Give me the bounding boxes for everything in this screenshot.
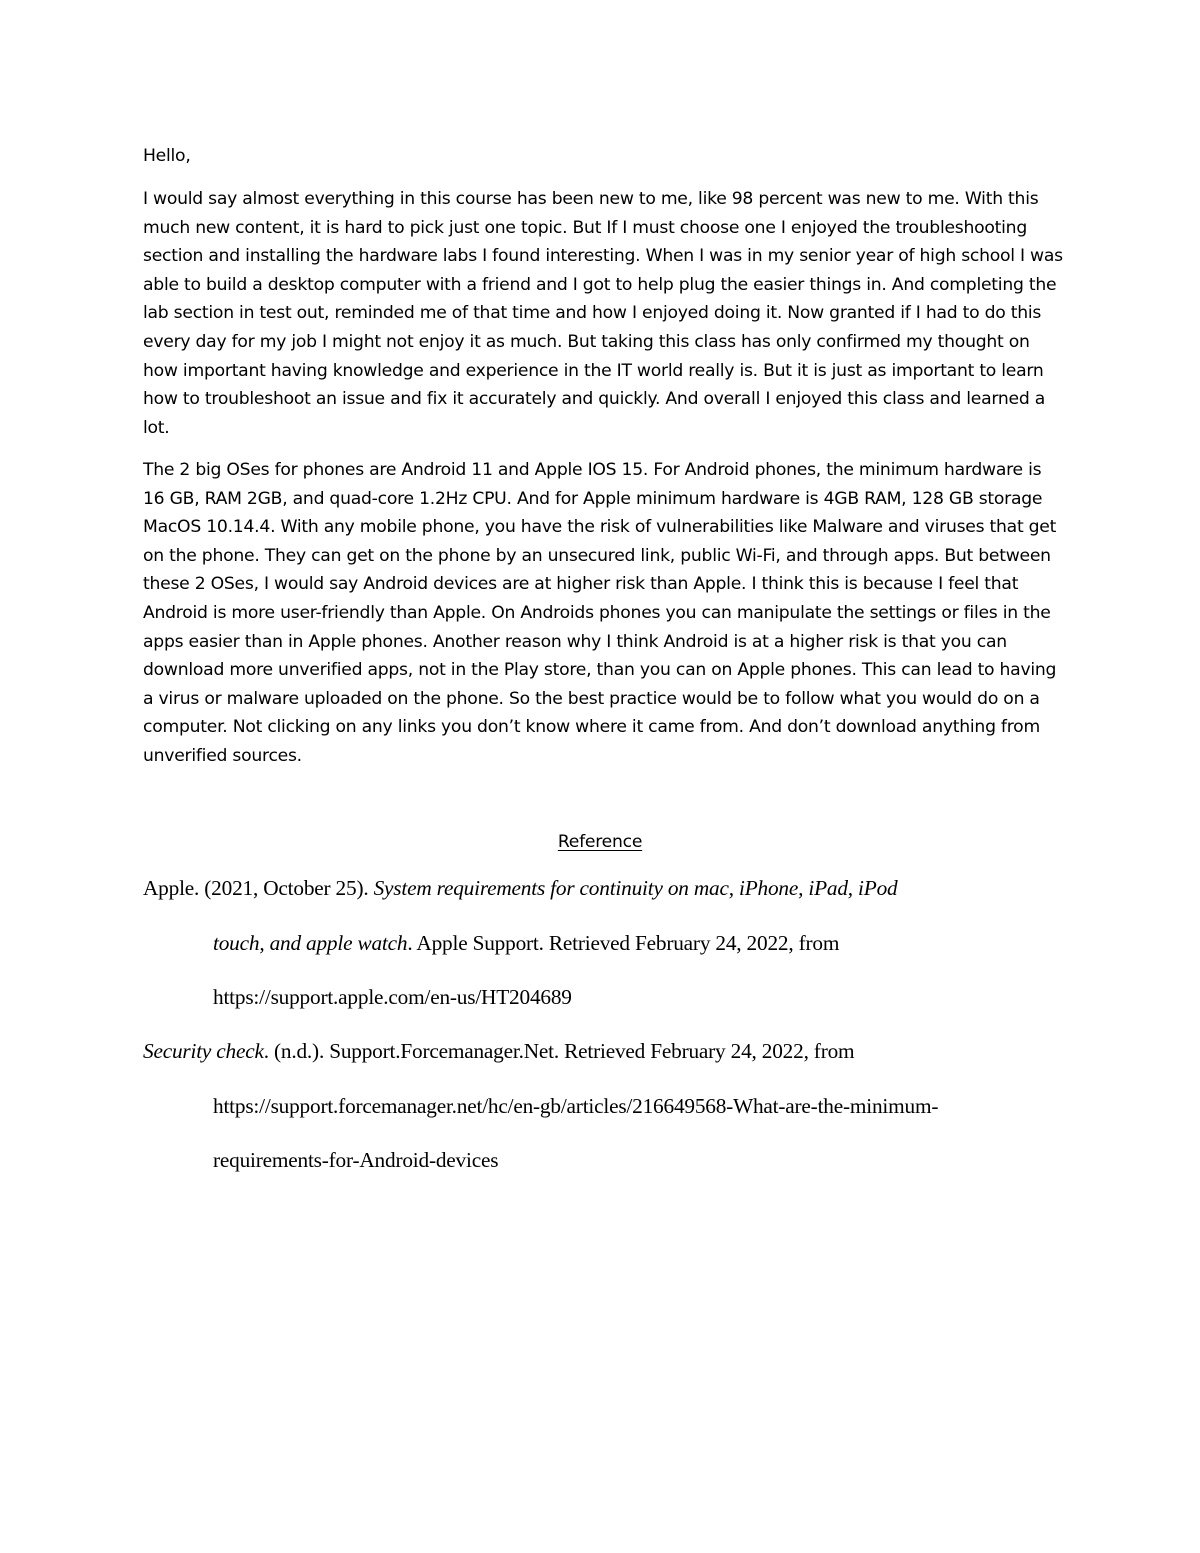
greeting [143,142,1063,171]
greeting-text: Hello, [143,146,191,166]
reference-entry-apple [143,861,1083,1025]
paragraph-course-reflection [143,185,1063,442]
reference-source: . Apple Support. Retrieved February 24, 2022, from [407,930,840,955]
reference-entry-forcemanager [143,1024,1083,1188]
reference-url-continued: requirements-for-Android-devices [213,1148,499,1172]
reference-url: https://support.forcemanager.net/hc/en-gb/articles/216649568-What-are-the-minimum- [213,1093,939,1118]
reference-author-date: Apple. (2021, October 25). [143,876,374,900]
paragraph-2-text: The 2 big OSes for phones are Android 11 and Apple IOS 15. For Android phones, the minimum hardware is 16 GB, RAM 2GB, and quad-core 1.2Hz CPU. And for Apple minimum hardware is 4GB RAM, 128 GB storage MacOS 10.14.4. With any mobile phone, you have the risk of vulnerabilities like Malware and viruses that get on the phone. They can get on the phone by an unsecured link, public Wi-Fi, and through apps. But between these 2 OSes, I would say Android devices are at higher risk than Apple. I think this is because I feel that Android is more user-friendly than Apple. On Androids phones you can manipulate the settings or files in the apps easier than in Apple phones. Another reason why I think Android is at a higher risk is that you can download more unverified apps, not in the Play store, than you can on Apple phones. This can lead to having a virus or malware uploaded on the phone. So the best practice would be to follow what you would do on a computer. Not clicking on any links you don’t know where it came from. And don’t download anything from unverified sources. [143,460,1057,766]
reference-title: System requirements for continuity on mac, iPhone, iPad, iPod [373,876,898,900]
reference-line [143,916,1083,971]
reference-line [143,1024,1083,1079]
paragraph-mobile-os [143,456,1063,771]
reference-title: Security check [143,1039,264,1063]
reference-heading [0,828,1200,856]
reference-line [143,861,1083,916]
reference-heading-text: Reference [557,832,643,852]
paragraph-1-text: I would say almost everything in this course has been new to me, like 98 percent was new to me. With this much new content, it is hard to pick just one topic. But If I must choose one I enjoyed the troubleshooting section and installing the hardware labs I found interesting. When I was in my senior year of high school I was able to build a desktop computer with a friend and I got to help plug the easier things in. And completing the lab section in test out, reminded me of that time and how I enjoyed doing it. Now granted if I had to do this every day for my job I might not enjoy it as much. But taking this class has only confirmed my thought on how important having knowledge and experience in the IT world really is. But it is just as important to learn how to troubleshoot an issue and fix it accurately and quickly. And overall I enjoyed this class and learned a lot. [143,189,1063,438]
reference-source: . (n.d.). Support.Forcemanager.Net. Retrieved February 24, 2022, from [263,1039,855,1063]
reference-title-continued: touch, and apple watch [213,930,408,955]
reference-url: https://support.apple.com/en-us/HT204689 [213,985,572,1009]
